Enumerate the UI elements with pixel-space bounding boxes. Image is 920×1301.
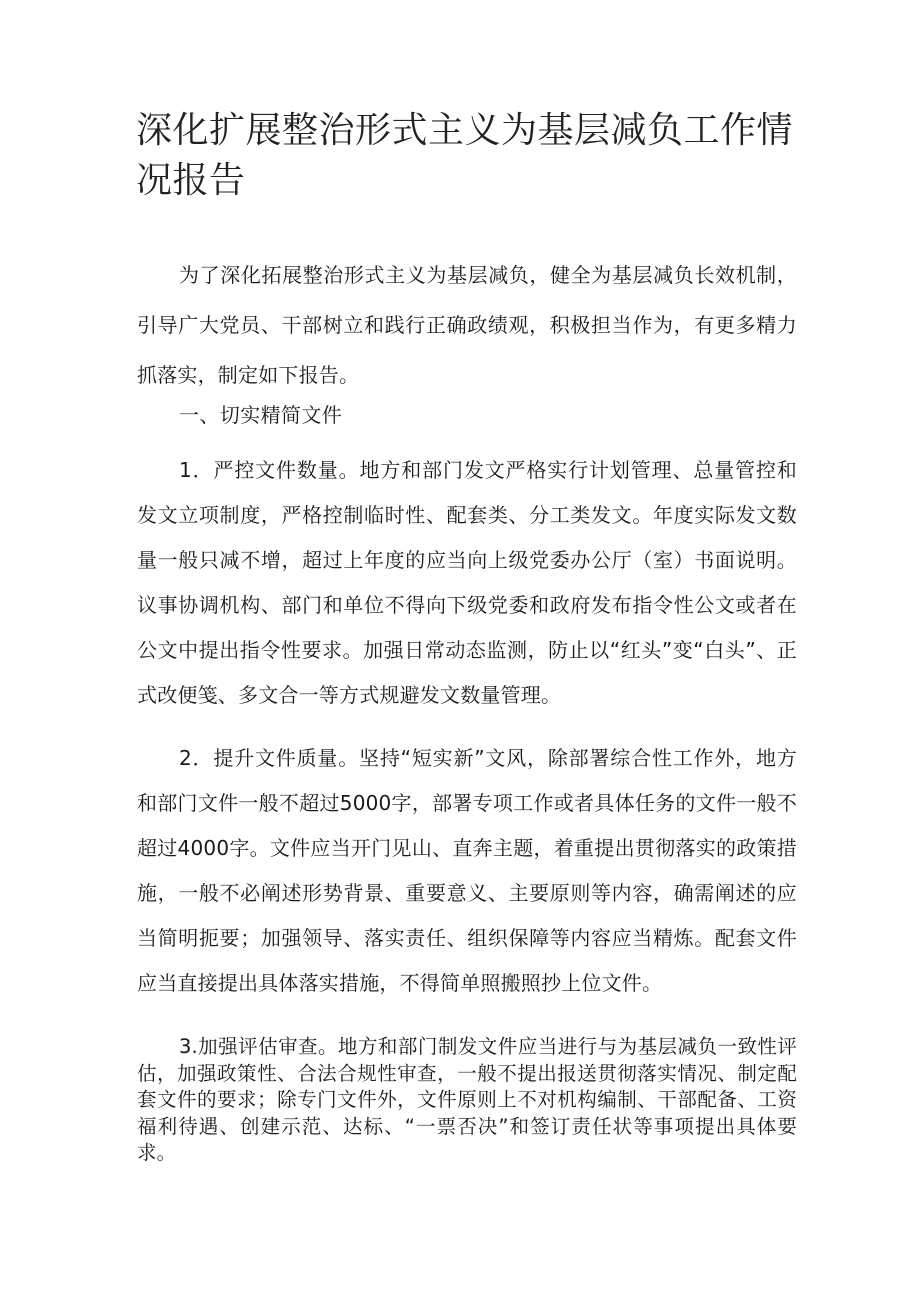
item-2-paragraph: 2．提升文件质量。坚持“短实新”文风，除部署综合性工作外，地方和部门文件一般不超过5000字，部署专项工作或者具体任务的文件一般不超过4000字。文件应当开门见山、直奔主题，着重提出贯彻落实的政策措施，一般不必阐述形势背景、重要意义、主要原则等内容，确需阐述的应当简明扼要；加强领导、落实责任、组织保障等内容应当精炼。配套文件应当直接提出具体落实措施，不得简单照搬照抄上位文件。: [137, 746, 797, 995]
intro-paragraph: 为了深化拓展整治形式主义为基层减负，健全为基层减负长效机制，引导广大党员、干部树立和践行正确政绩观，积极担当作为，有更多精力抓落实，制定如下报告。: [137, 263, 797, 387]
item-1-paragraph: 1．严控文件数量。地方和部门发文严格实行计划管理、总量管控和发文立项制度，严格控制临时性、配套类、分工类发文。年度实际发文数量一般只减不增，超过上年度的应当向上级党委办公厅（室）书面说明。议事协调机构、部门和单位不得向下级党委和政府发布指令性公文或者在公文中提出指令性要求。加强日常动态监测，防止以“红头”变“白头”、正式改便笺、多文合一等方式规避发文数量管理。: [137, 458, 797, 707]
item-3-paragraph: 3.加强评估审查。地方和部门制发文件应当进行与为基层减负一致性评估，加强政策性、合法合规性审查，一般不提出报送贯彻落实情况、制定配套文件的要求；除专门文件外，文件原则上不对机构编制、干部配备、工资福利待遇、创建示范、达标、“一票否决”和签订责任状等事项提出具体要求。: [137, 1035, 797, 1164]
section-heading: 一、切实精简文件: [179, 403, 343, 427]
document-title: 深化扩展整治形式主义为基层减负工作情况报告: [136, 110, 794, 201]
